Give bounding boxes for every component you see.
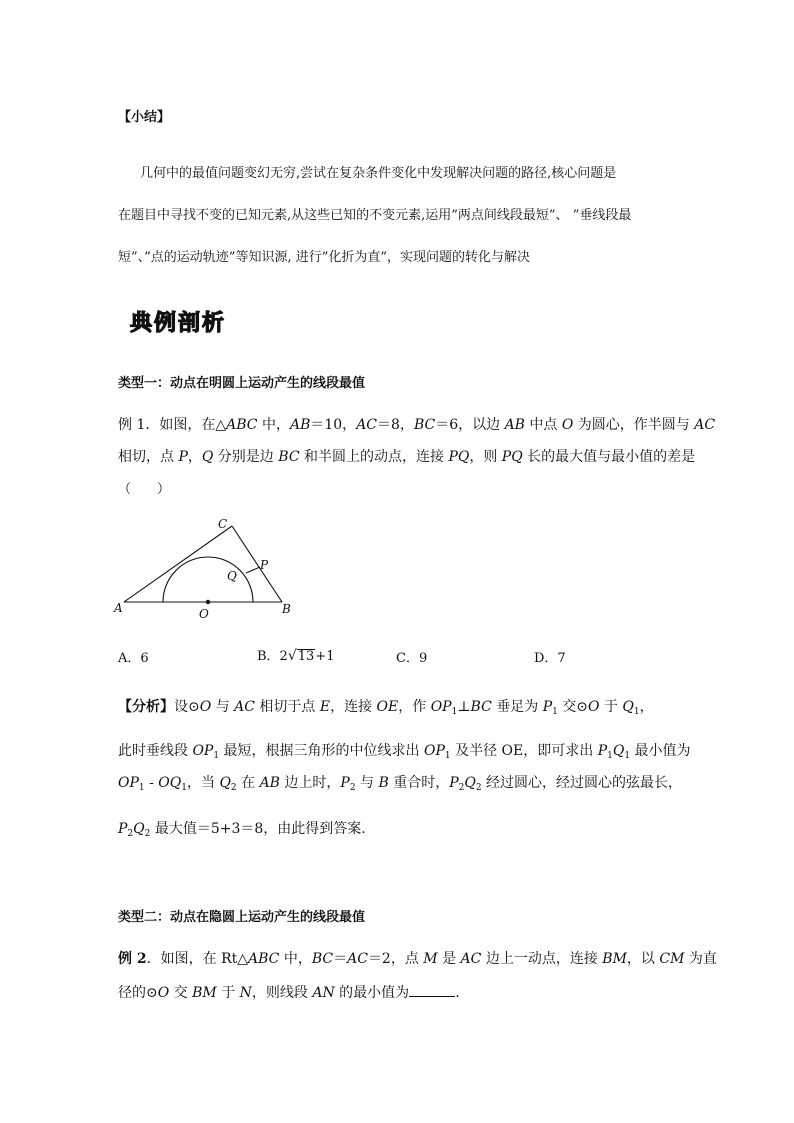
summary-line-2: 在题目中寻找不变的已知元素,从这些已知的不变元素,运用”两点间线段最短”、 ”垂线段最 [118, 208, 632, 223]
label-b: B [282, 602, 291, 616]
example1-answer-paren: （ ） [118, 482, 171, 497]
semicircle [163, 557, 253, 602]
answer-blank [409, 983, 455, 997]
side-bc [232, 526, 282, 602]
example1-line-2: 相切，点 P，Q 分别是边 BC 和半圆上的动点，连接 PQ，则 PQ 长的最大值与最小值的差是 [118, 449, 696, 465]
side-ac [124, 526, 232, 602]
type1-heading: 类型一：动点在明圆上运动产生的线段最值 [118, 376, 366, 391]
example2-line-2: 径的⊙O 交 BM 于 N，则线段 AN 的最小值为 . [118, 985, 460, 1001]
summary-line-1: 几何中的最值问题变幻无穷,尝试在复杂条件变化中发现解决问题的路径,核心问题是 [140, 166, 617, 181]
example1-line-1: 例 1．如图，在△ABC 中，AB＝10，AC＝8，BC＝6，以边 AB 中点 O 为圆心，作半圆与 AC [118, 417, 716, 433]
label-a: A [114, 601, 123, 615]
example1-figure [110, 512, 310, 622]
label-q: Q [227, 569, 237, 583]
analysis-line-1: 【分析】设⊙O 与 AC 相切于点 E，连接 OE，作 $OP_1\perp BC$ 垂足为 $P_1$ 交⊙O 于 $Q_1$， [118, 699, 654, 717]
option-a: A．6 [118, 651, 149, 666]
summary-heading: 【小结】 [118, 110, 171, 125]
analysis-line-3: $OP_1 - OQ_1$，当 $Q_2$ 在 AB 边上时，$P_2$ 与 B 重合时，$P_2Q_2$ 经过圆心，经过圆心的弦最长， [118, 775, 683, 793]
option-c: C．9 [396, 651, 428, 666]
analysis-line-4: $P_2Q_2$ 最大值＝5+3＝8，由此得到答案. [118, 821, 366, 839]
analysis-line-2: 此时垂线段 $OP_1$ 最短，根据三角形的中位线求出 $OP_1$ 及半径 OE，即可求出 $P_1Q_1$ 最小值为 [118, 743, 691, 761]
option-d: D．7 [534, 651, 566, 666]
label-p: P [260, 558, 269, 572]
example2-line-1: 例 2．如图，在 Rt△ABC 中，BC＝AC＝2，点 M 是 AC 边上一动点，连接 BM，以 CM 为直 [118, 951, 717, 967]
label-o: O [199, 607, 209, 621]
summary-line-3: 短”、”点的运动轨迹”等知识源, 进行”化折为直”，实现问题的转化与解决 [118, 250, 530, 265]
option-b: B．2√13+1 [257, 648, 335, 664]
segment-pq [246, 567, 260, 573]
center-point-o [206, 600, 210, 604]
type2-heading: 类型二：动点在隐圆上运动产生的线段最值 [118, 910, 366, 925]
label-c: C [218, 517, 228, 531]
section-banner: 典例剖析 [130, 311, 227, 336]
